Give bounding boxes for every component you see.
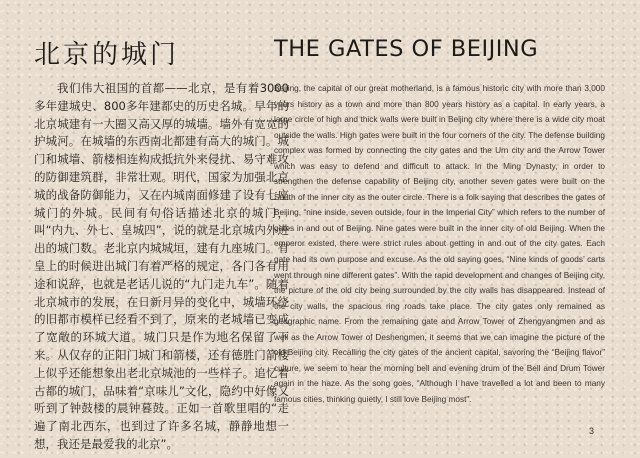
chinese-body-text: 我们伟大祖国的首都——北京，是有着3000多年建城史、800多年建都史的历史名城。早年的北京城建有一大圈又高又厚的城墙。墙外有宽宽的护城河。在城墙的东西南北都建有高大的城门。城门和城墙、箭楼相连构成抵抗外来侵扰、易守难攻的防御建筑群，非常壮观。明代，国家为加强北京城的战备防御能力，又在内城南面修建了设有七座城门的外城。民间有句俗话描述北京的城门，叫“内九、外七、皇城四”，说的就是北京城内外进出的城门数。老北京内城城垣，建有九座城门。有皇上的时候进出城门有着严格的规定，各门各有用途和说辞，也就是老话儿说的“九门走九车”。随着北京城市的发展，在日新月异的变化中，城墙环绕的旧都市模样已经看不到了，原来的老城墙已变成了宽敞的环城大道。城门只是作为地名保留了下来。从仅存的正阳门城门和箭楼，还有德胜门箭楼上似乎还能想象出老北京城池的一些样子。追忆着古都的城门，品味着“京味儿”文化，隐约中好像又听到了钟鼓楼的晨钟暮鼓。正如一首歌里唱的“走遍了南北西东，也到过了许多名城，静静地想一想，我还是最爱我的北京”。 <box>34 81 289 451</box>
english-title: THE GATES OF BEIJING <box>274 36 539 62</box>
chinese-title: 北京的城门 <box>34 40 180 70</box>
english-body-text: Beijing, the capital of our great motherland, is a famous historic city with more than 3,000 years history as a town and more than 800 years history as a capital. In early years, a large circle of high and thick walls were built in Beijing city where there is a wide city moat outside the walls. High gates were built in the four corners of the city. The defense building complex was formed by connecting the city gates and the Urn city and the Arrow Tower which was easy to defend and difficult to attack. In the Ming Dynasty, in order to strengthen the defense capability of Beijing city, another seven gates were built on the South of the inner city as the outer circle. There is a folk saying that describes the gates of Beijing, “nine inside, seven outside, four in the Imperial City” which refers to the number of gates in and out of Beijing. Nine gates were built in the inner city of old Beijing. When the emperor existed, there were strict rules about getting in and out of the city gates. Each gate had its own purpose and excuse. As the old saying goes, “Nine kinds of goods’ carts went through nine different gates”. With the rapid development and changes of Beijing city, the picture of the old city being surrounded by the city walls has disappeared. Instead of the city walls, the spacious ring roads take place. The city gates only remained as geographic name. From the remaining gate and Arrow Tower of Zhengyangmen and as well as the Arrow Tower of Deshengmen, it seems that we can imagine the picture of the old Beijing city. Recalling the city gates of the ancient capital, savoring the “Beijing flavor” culture, we seem to hear the morning bell and evening drum of the Bell and Drum Tower again in the haze. As the song goes, “Although I have travelled a lot and been to many famous cities, thinking quietly, I still love Beijing most”. <box>274 84 605 404</box>
page-number: 3 <box>588 426 594 436</box>
